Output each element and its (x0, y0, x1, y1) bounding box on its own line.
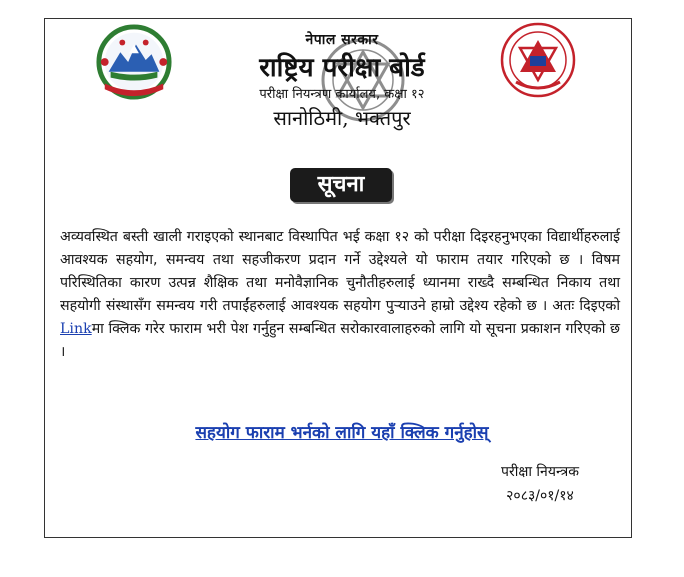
government-title: नेपाल सरकार (305, 32, 379, 48)
fill-form-cta-link[interactable]: सहयोग फाराम भर्नको लागि यहाँ क्लिक गर्नुहोस् (195, 423, 489, 443)
notice-paragraph (60, 226, 620, 364)
signature-block (460, 460, 620, 508)
notice-badge: सूचना (290, 168, 392, 202)
paragraph-part-1: अव्यवस्थित बस्ती खाली गराइएको स्थानबाट विस्थापित भई कक्षा १२ को परीक्षा दिइरहनुभएका विद्यार्थीहरुलाई आवश्यक सहयोग, समन्वय तथा सहजीकरण प्रदान गर्ने उद्देश्यले यो फाराम तयार गरिएको छ । विषम परिस्थितिका कारण उत्पन्न शैक्षिक तथा मनोवैज्ञानिक चुनौतीहरुलाई ध्यानमा राख्दै सम्बन्धित निकाय तथा सहयोगी संस्थासँग समन्वय गरी तपाईंहरुलाई आवश्यक सहयोग पुर्‍याउने हाम्रो उद्देश्य रहेको छ । अतः दिइएको (60, 229, 620, 315)
signature-date: २०८३/०१/१४ (506, 488, 574, 504)
form-link[interactable]: Link (60, 321, 92, 338)
office-address: सानोठिमी, भक्तपुर (273, 106, 411, 130)
board-title: राष्ट्रिय परीक्षा बोर्ड (259, 53, 425, 83)
paragraph-part-2: मा क्लिक गरेर फाराम भरी पेश गर्नुहुन सम्बन्धित सरोकारवालाहरुको लागि यो सूचना प्रकाशन गरिएको छ । (60, 321, 620, 361)
notice-header (0, 0, 684, 140)
signature-title: परीक्षा नियन्त्रक (501, 464, 579, 480)
cta-container (0, 420, 684, 443)
office-title: परीक्षा नियन्त्रण कार्यालय, कक्षा १२ (259, 87, 425, 102)
